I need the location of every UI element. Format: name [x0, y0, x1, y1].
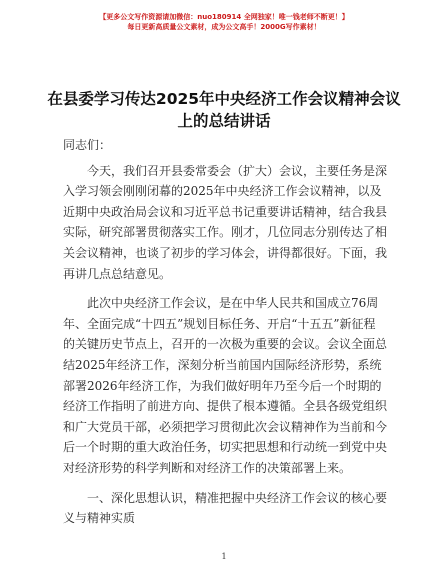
promo-banner-line2: 每日更新高质量公文素材，成为公文高手！2000G写作素材！ [127, 23, 321, 31]
body-paragraph-1: 今天，我们召开县委常委会（扩大）会议，主要任务是深入学习领会刚刚闭幕的2025年中央经济工作会议精神，以及近期中央政治局会议和习近平总书记重要讲话精神，结合我县实际，研究部署贯彻落实工作。刚才，几位同志分别传达了相关会议精神，也谈了初步的学习体会，讲得都很好。下面，我再讲几点总结意见。 [63, 163, 388, 281]
document-title: 在县委学习传达2025年中央经济工作会议精神会议上的总结讲话 [47, 90, 401, 130]
body-paragraph-2: 此次中央经济工作会议，是在中华人民共和国成立76周年、全面完成“十四五”规划目标任务、开启“十五五”新征程的关键历史节点上，召开的一次极为重要的会议。会议全面总结2025年经济工作，深刻分析当前国内国际经济形势，系统部署2026年经济工作，为我们做好明年乃至今后一个时期的经济工作指明了前进方向、提供了根本遵循。全县各级党组织和广大党员干部，必须把学习贯彻此次会议精神作为当前和今后一个时期的重大政治任务，切实把思想和行动统一到党中央对经济形势的科学判断和对经济工作的决策部署上来。 [63, 296, 388, 475]
page-number: 1 [221, 552, 227, 561]
section-heading-1: 一、深化思想认识，精准把握中央经济工作会议的核心要义与精神实质 [63, 490, 388, 526]
promo-banner [0, 12, 448, 32]
document-body [63, 135, 387, 529]
salutation: 同志们： [63, 138, 112, 152]
promo-banner-line1: 【更多公文写作资源请加微信：nuo180914 全网独家！唯一钱老师不断更！】 [99, 13, 349, 21]
